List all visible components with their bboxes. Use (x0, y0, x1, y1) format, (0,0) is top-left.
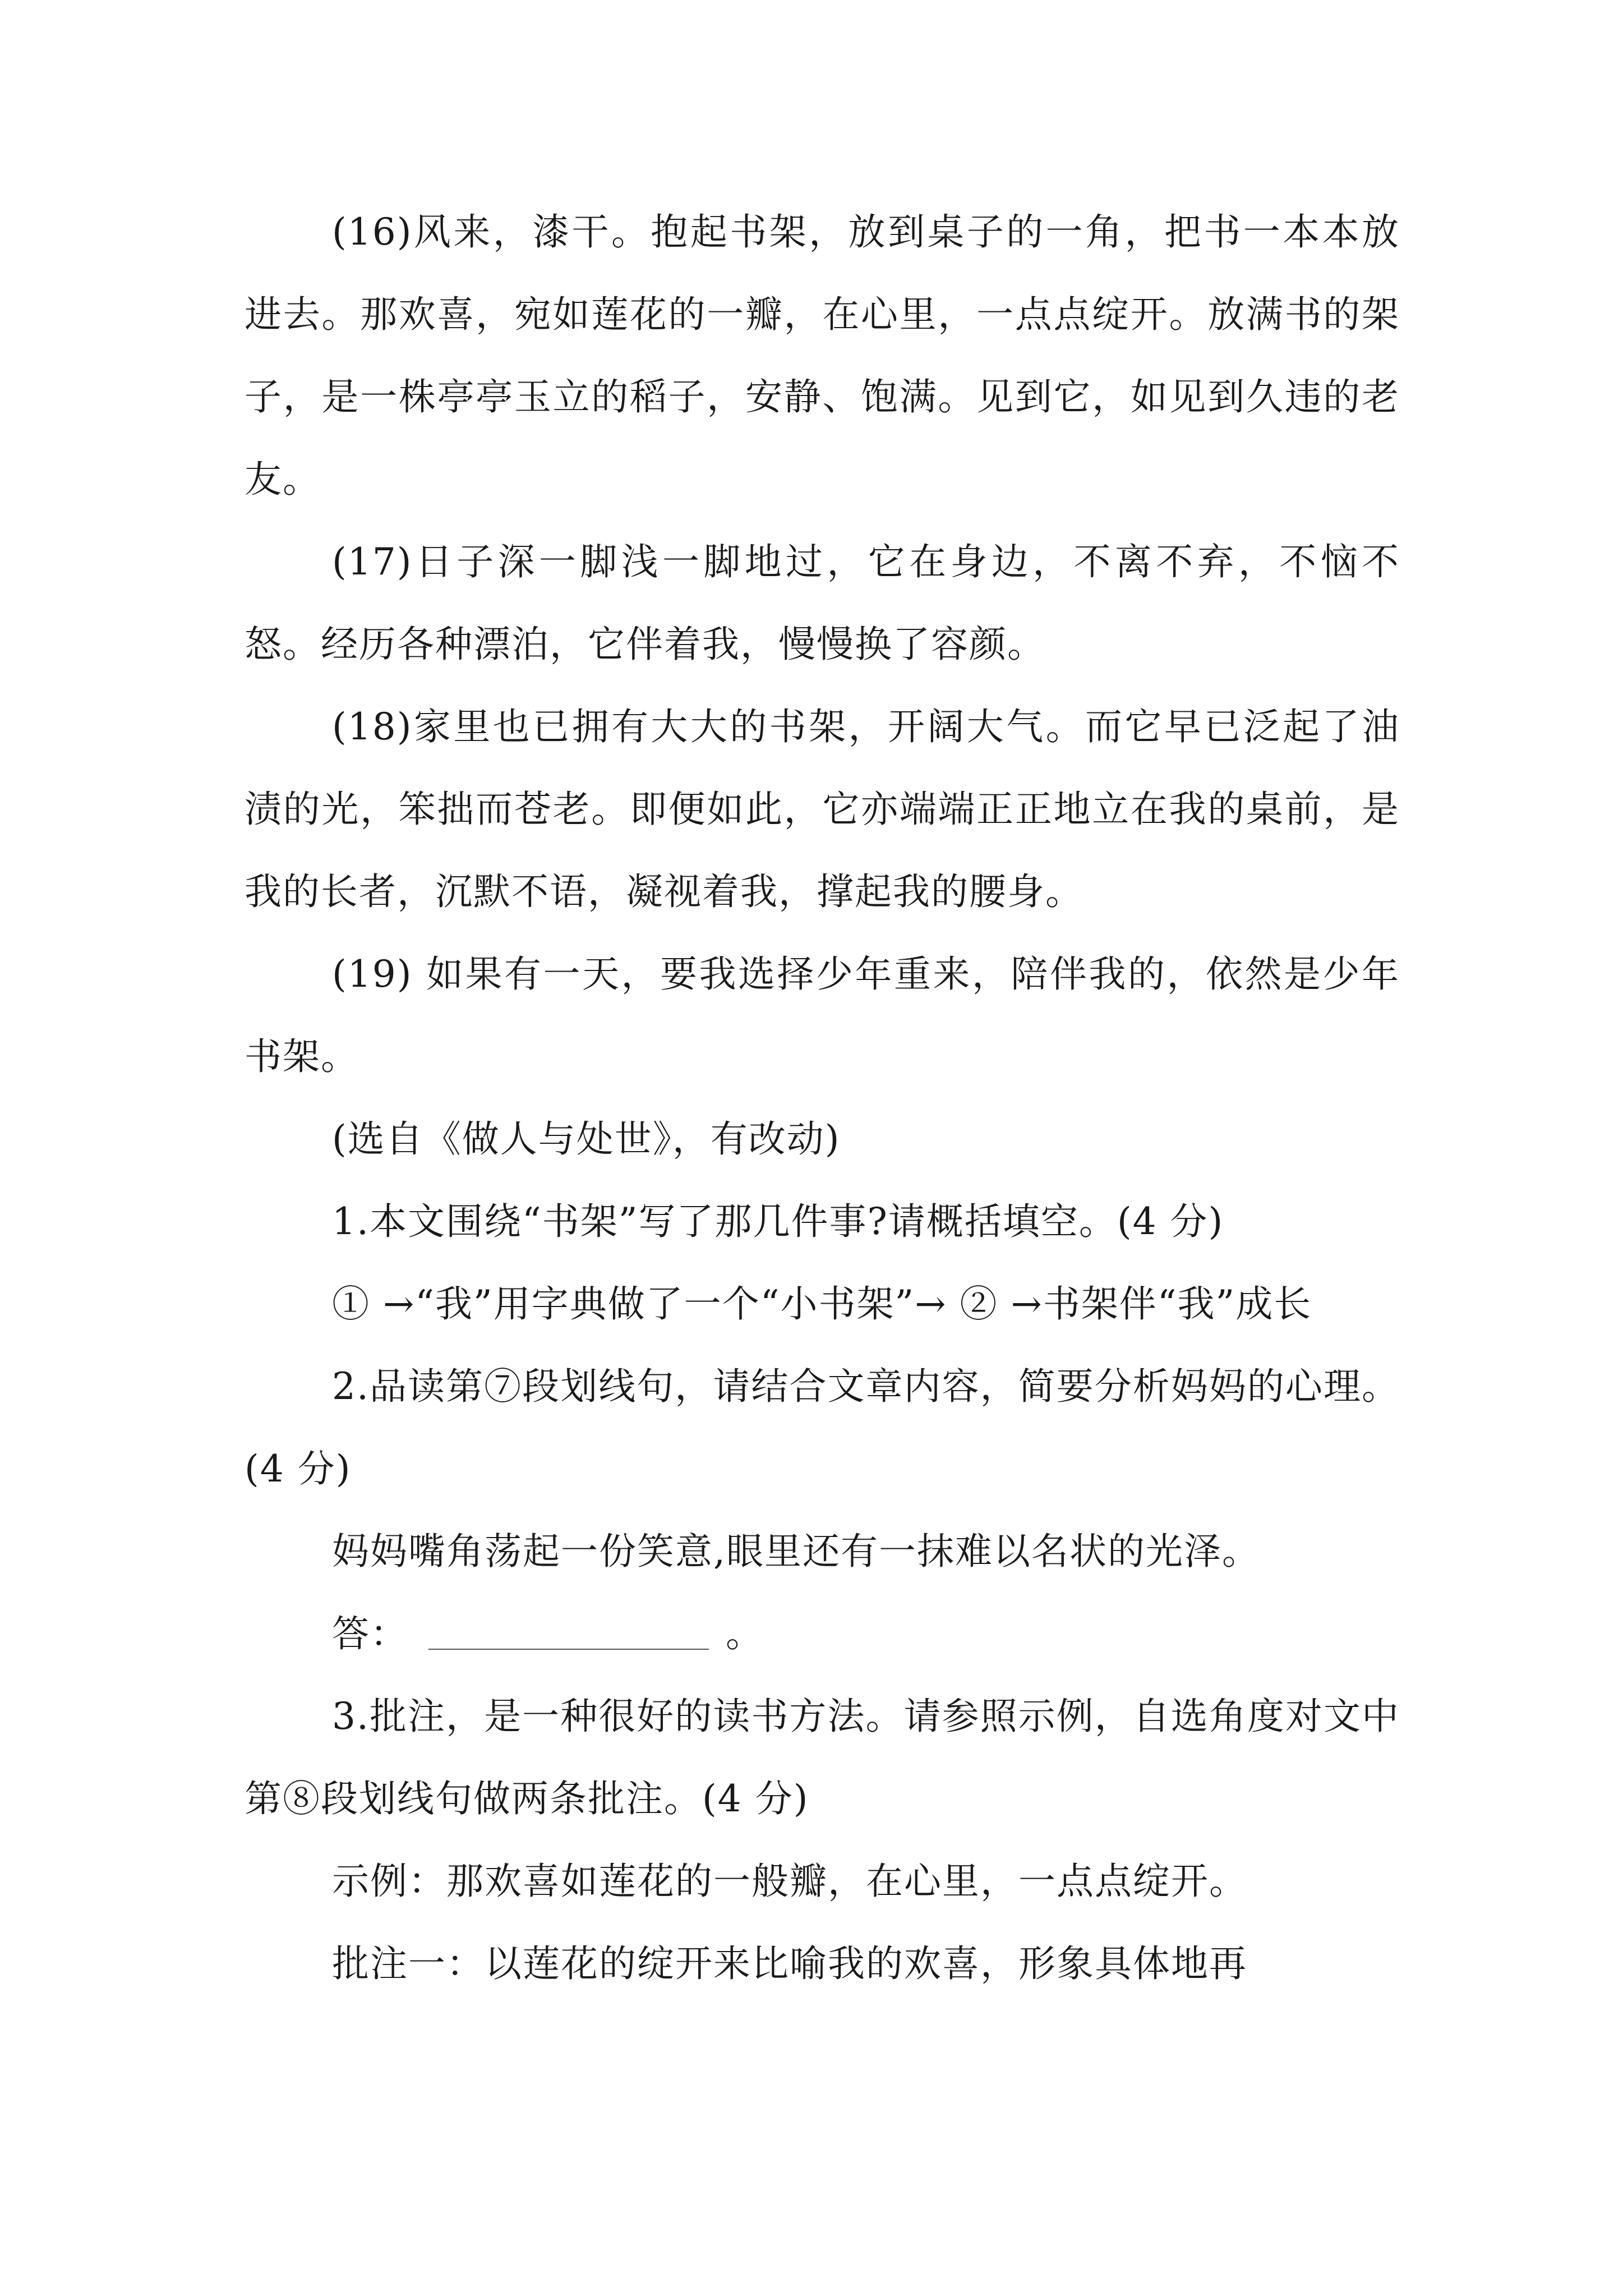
question-1-flow: ① →“我”用字典做了一个“小书架”→ ② →书架伴“我”成长 (332, 1282, 1312, 1326)
question-2: 2.品读第⑦段划线句，请结合文章内容，简要分析妈妈的心理。(4 分) (245, 1365, 1400, 1490)
question-3: 3.批注，是一种很好的读书方法。请参照示例，自选角度对文中第⑧段划线句做两条批注。(4 分) (245, 1695, 1400, 1820)
answer-end: 。 (726, 1612, 764, 1655)
question-3-note-1: 批注一：以莲花的绽开来比喻我的欢喜，形象具体地再 (332, 1942, 1247, 1985)
source-citation: (选自《做人与处世》，有改动) (332, 1117, 841, 1161)
question-2-answer-row (245, 1593, 1400, 1675)
answer-blank[interactable] (428, 1615, 709, 1650)
paragraph-17: (17)日子深一脚浅一脚地过，它在身边，不离不弃，不恼不怒。经历各种漂泊，它伴着我，慢慢换了容颜。 (245, 540, 1400, 666)
question-1: 1.本文围绕“书架”写了那几件事?请概括填空。(4 分) (332, 1200, 1224, 1243)
document-page (245, 191, 1400, 2005)
paragraph-16: (16)风来，漆干。抱起书架，放到桌子的一角，把书一本本放进去。那欢喜，宛如莲花的一瓣，在心里，一点点绽开。放满书的架子，是一株亭亭玉立的稻子，安静、饱满。见到它，如见到久违的老友。 (245, 210, 1400, 501)
question-3-example: 示例：那欢喜如莲花的一般瓣，在心里，一点点绽开。 (332, 1860, 1247, 1903)
question-2-quote: 妈妈嘴角荡起一份笑意,眼里还有一抹难以名状的光泽。 (332, 1530, 1260, 1573)
answer-label: 答： (332, 1612, 408, 1655)
paragraph-18: (18)家里也已拥有大大的书架，开阔大气。而它早已泛起了油渍的光，笨拙而苍老。即便如此，它亦端端正正地立在我的桌前，是我的长者，沉默不语，凝视着我，撑起我的腰身。 (245, 705, 1400, 913)
paragraph-19: (19) 如果有一天，要我选择少年重来，陪伴我的，依然是少年书架。 (245, 953, 1400, 1078)
